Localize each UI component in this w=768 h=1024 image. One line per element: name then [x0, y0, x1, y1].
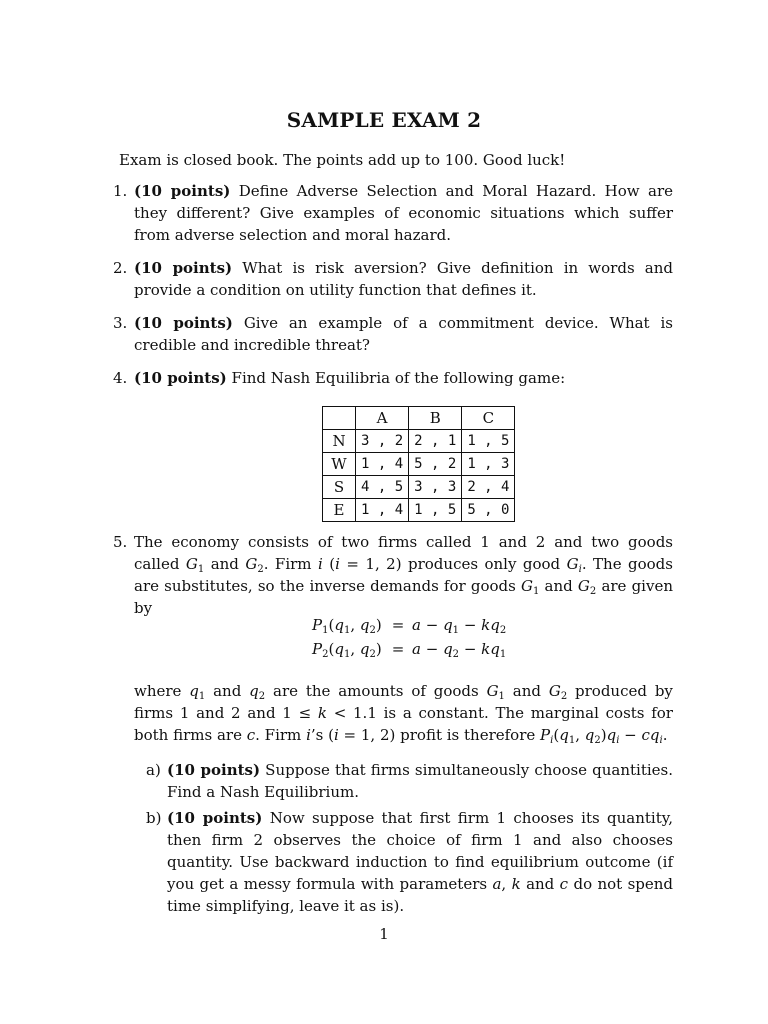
payoff-cell: 5 , 2 [409, 453, 462, 476]
sub-question-b: b) (10 points) Now suppose that first firm 1 chooses its quantity, then firm 2 observes the choice of firm 1 and also chooses quantity. Use backward induction to find equilibrium outcome (if you get a messy formula with parameters a, k and c do not spend time simplifying, leave it as is). [146, 809, 674, 915]
payoff-row [323, 453, 515, 476]
question-points: (10 points) [134, 369, 227, 387]
payoff-cell: 4 , 5 [356, 476, 409, 499]
question-text: Find Nash Equilibria of the following game: [231, 369, 566, 387]
sub-question-text: Now suppose that first firm 1 chooses its quantity, then firm 2 observes the choice of firm 1 and also chooses quantity. Use backward induction to find equilibrium outcome (if you get a messy formula with parameters [167, 809, 673, 893]
question-number: 1. [113, 182, 128, 200]
payoff-cell: 1 , 4 [356, 499, 409, 522]
sub-question-a [146, 759, 673, 803]
payoff-row-header: N [323, 430, 356, 453]
payoff-column-header: B [409, 407, 462, 430]
payoff-cell: 1 , 3 [462, 453, 515, 476]
question-5-continued [113, 680, 673, 746]
sub-question-label: a) [146, 761, 161, 779]
payoff-cell: 1 , 5 [409, 499, 462, 522]
equation-p2: $P_2(q_1$, $q_2) = a - q_2 - kq_1$ [312, 640, 507, 660]
question-number: 2. [113, 259, 128, 277]
question-5-description: where $q_1$ and $q_2$ are the amounts of goods $G_1$ and $G_2$ produced by firms 1 and 2 and 1 ≤ k < 1.1 is a constant. The marginal costs for both firms are c. Firm i’s (i = 1, 2) profit is therefore $P_i(q_1$, $q_2)q_i - cq_i$. [134, 682, 673, 746]
question-points: (10 points) [134, 259, 233, 277]
question-5-text: The economy consists of two firms called 1 and 2 and two goods called $G_1$ and $G_2$. Firm i (i = 1, 2) produces only good $G_i$. The goods are substitutes, so the inverse demands for goods $G_1$ and $G_2$ are given by [134, 533, 673, 617]
payoff-cell: 2 , 1 [409, 430, 462, 453]
sub-question-points: (10 points) [167, 761, 261, 779]
page-number: 1 [379, 925, 389, 943]
payoff-cell: 3 , 2 [356, 430, 409, 453]
question-number: 4. [113, 369, 128, 387]
payoff-row-header: W [323, 453, 356, 476]
payoff-column-header: A [356, 407, 409, 430]
payoff-cell: 1 , 5 [462, 430, 515, 453]
question-4 [113, 367, 673, 389]
question-1 [113, 180, 673, 246]
question-points: (10 points) [134, 182, 231, 200]
sub-question-points: (10 points) [167, 809, 263, 827]
payoff-cell: 3 , 3 [409, 476, 462, 499]
payoff-row-header: E [323, 499, 356, 522]
payoff-matrix [322, 406, 515, 522]
payoff-cell: 5 , 0 [462, 499, 515, 522]
equation-p1: $P_1(q_1$, $q_2) = a - q_1 - kq_2$ [312, 616, 507, 636]
payoff-column-header: C [462, 407, 515, 430]
payoff-row [323, 476, 515, 499]
question-text: What is risk aversion? Give definition in words and provide a condition on utility function that defines it. [134, 259, 673, 299]
question-points: (10 points) [134, 314, 233, 332]
payoff-cell: 1 , 4 [356, 453, 409, 476]
question-3 [113, 312, 673, 356]
inverse-demand-equations [312, 614, 506, 662]
payoff-row [323, 430, 515, 453]
payoff-row-header: S [323, 476, 356, 499]
sub-question-text: Suppose that firms simultaneously choose quantities. Find a Nash Equilibrium. [167, 761, 673, 801]
page-title: SAMPLE EXAM 2 [286, 108, 482, 132]
question-number: 3. [113, 314, 128, 332]
question-number: 5. [113, 533, 128, 551]
question-5 [113, 531, 673, 619]
exam-intro: Exam is closed book. The points add up to 100. Good luck! [119, 151, 566, 169]
question-2 [113, 257, 673, 301]
question-text: Define Adverse Selection and Moral Hazard. How are they different? Give examples of economic situations which suffer from adverse selection and moral hazard. [134, 182, 673, 244]
sub-question-label: b) [146, 809, 162, 827]
payoff-corner-cell [323, 407, 356, 430]
question-text: Give an example of a commitment device. What is credible and incredible threat? [134, 314, 673, 354]
payoff-row [323, 499, 515, 522]
payoff-header-row [323, 407, 515, 430]
payoff-cell: 2 , 4 [462, 476, 515, 499]
